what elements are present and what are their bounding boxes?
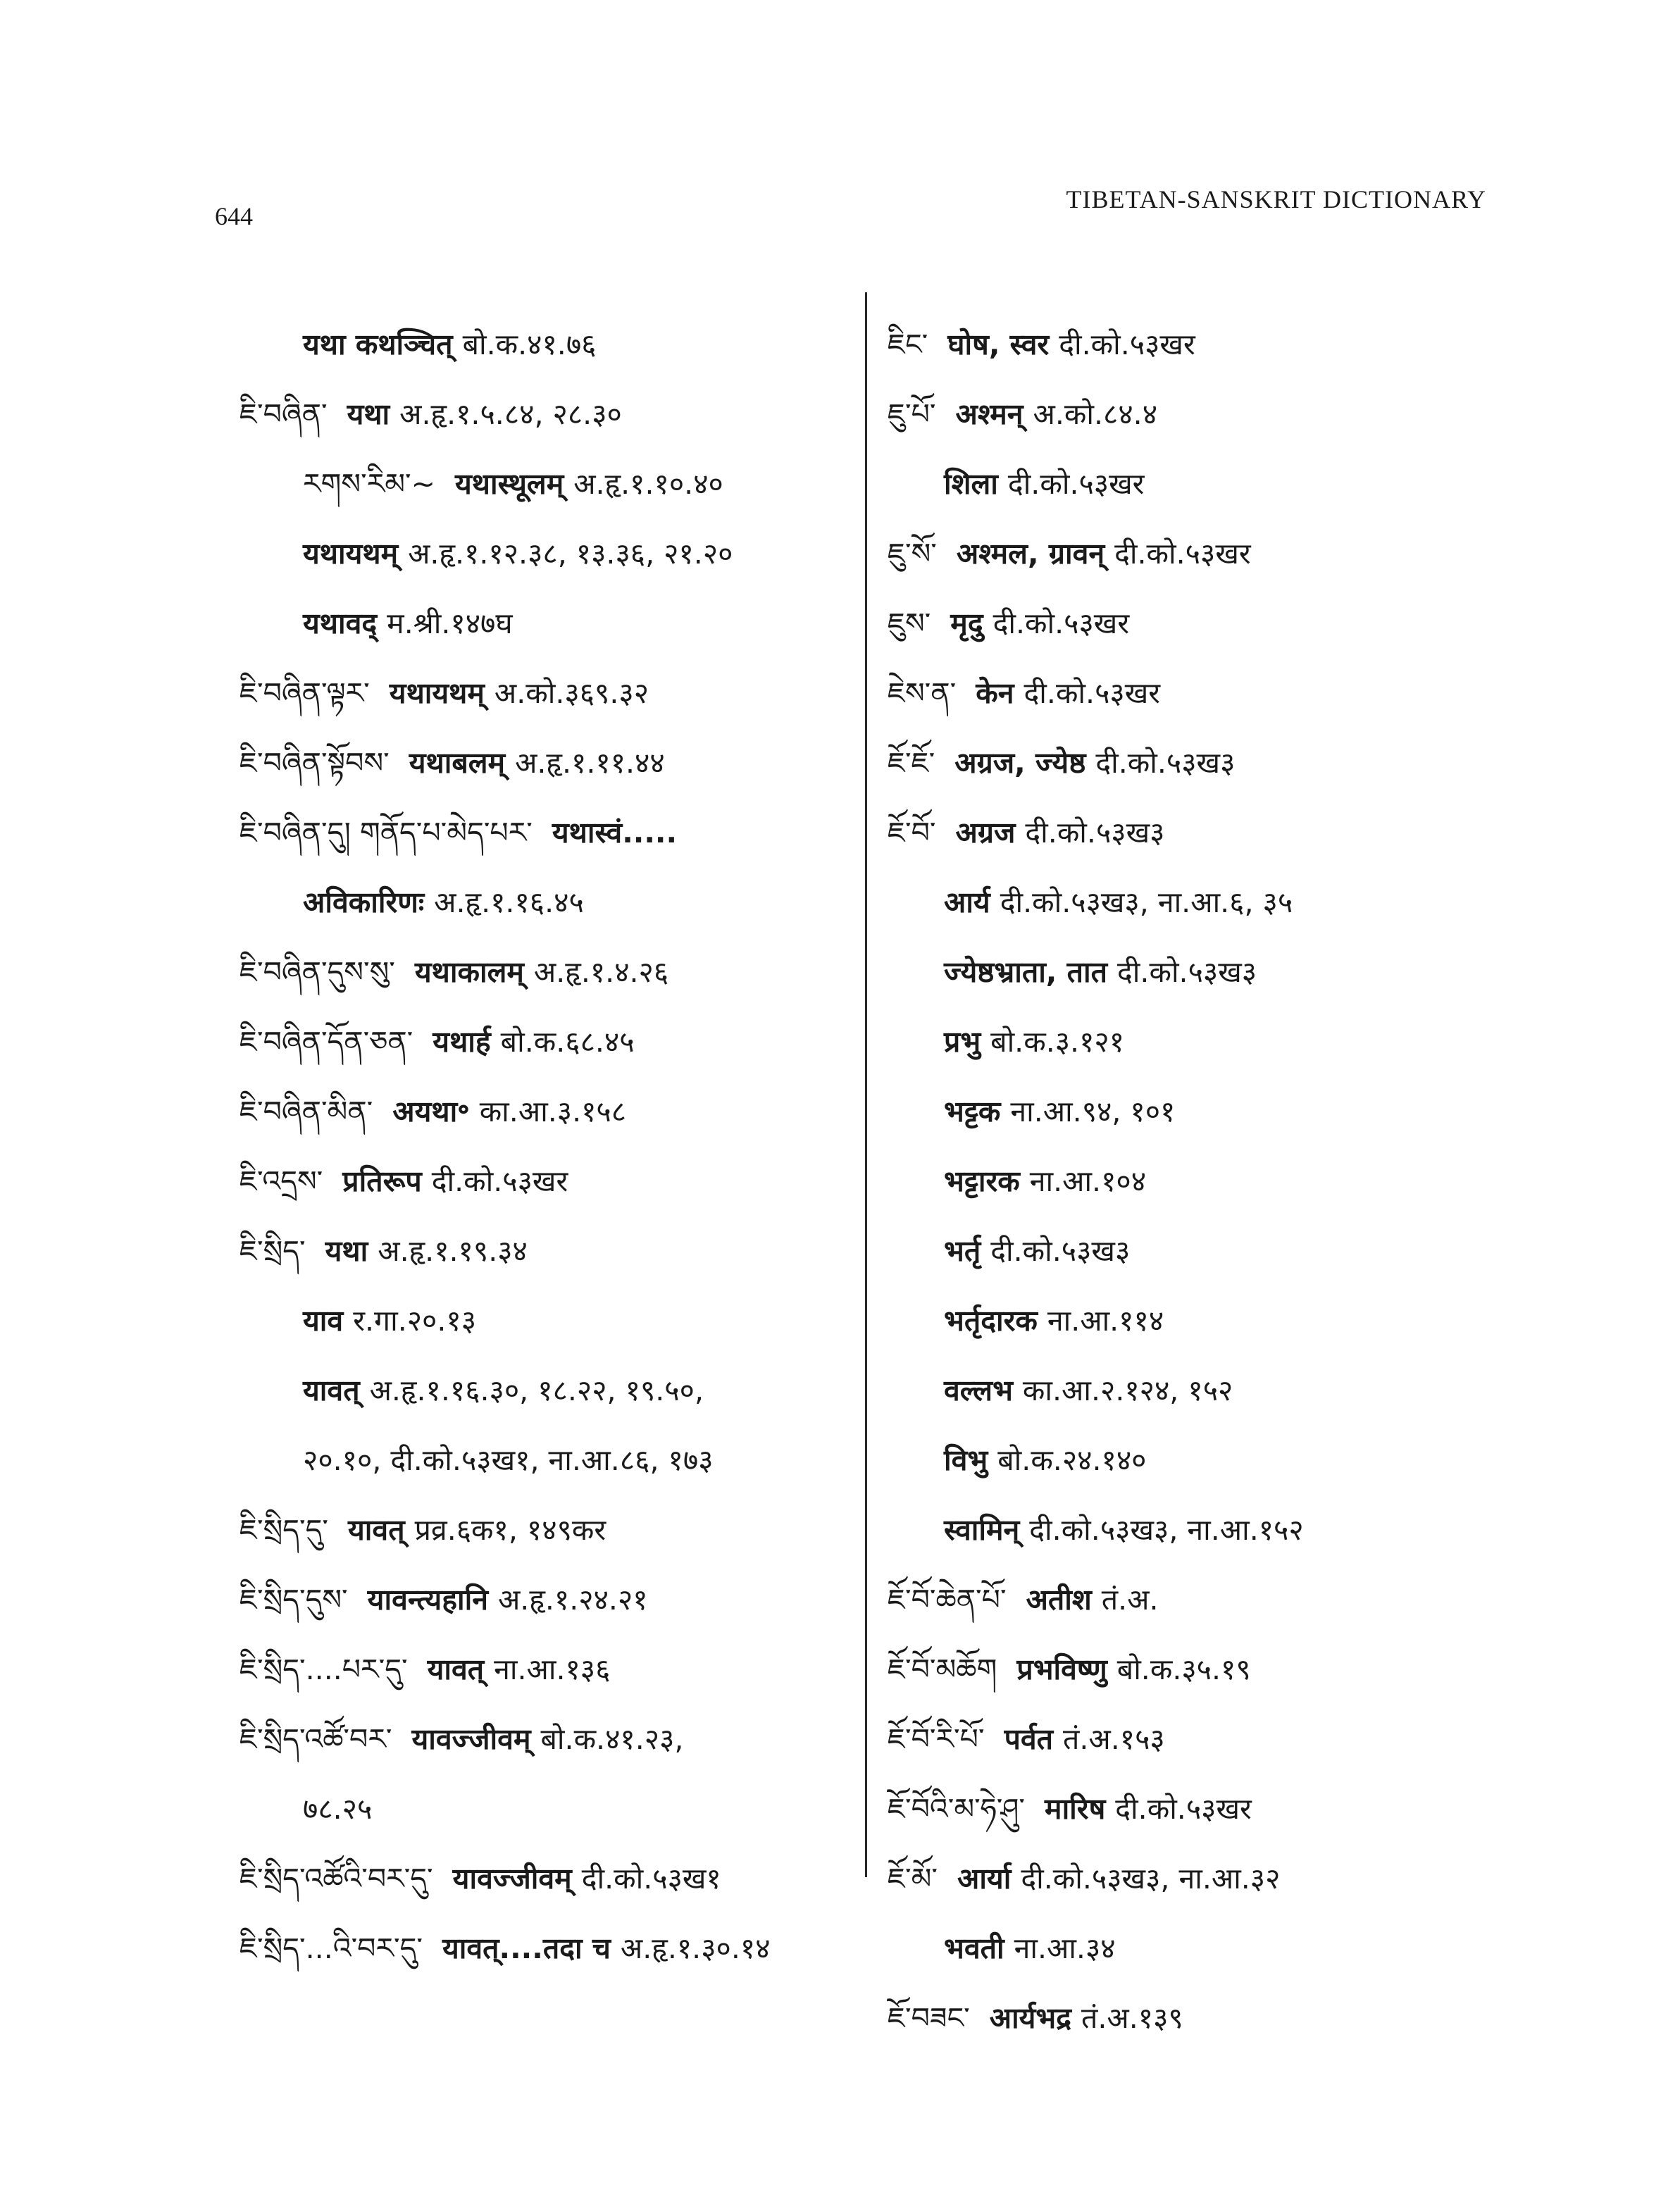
dictionary-entry xyxy=(239,1007,859,1077)
dictionary-entry xyxy=(239,1914,859,1984)
tibetan-headword: ཇོ་བོ་ xyxy=(888,816,936,849)
source-reference: प्रव्र.६क१, १४९कर xyxy=(414,1513,606,1547)
sanskrit-equivalent: शिला xyxy=(944,467,998,501)
dictionary-entry xyxy=(888,1077,1465,1147)
dictionary-entry xyxy=(239,728,859,798)
sanskrit-equivalent: ज्येष्ठभ्राता, तात xyxy=(944,955,1108,989)
source-reference: दी.को.५३ख३, ना.आ.३२ xyxy=(1021,1862,1281,1895)
column-divider xyxy=(865,292,867,1877)
source-reference: बो.क.४१.२३, xyxy=(540,1722,684,1756)
source-reference: अ.हृ.१.३०.१४ xyxy=(620,1931,771,1965)
sanskrit-equivalent: यावज्जीवम् xyxy=(411,1722,531,1756)
tibetan-headword: ཇེས་ན་ xyxy=(888,676,957,710)
dictionary-entry xyxy=(239,589,859,659)
source-reference: दी.को.५३खर xyxy=(1023,676,1161,710)
sanskrit-equivalent: पर्वत xyxy=(1004,1722,1054,1756)
sanskrit-equivalent: अग्रज xyxy=(955,816,1016,849)
source-reference: दी.को.५३ख३, ना.आ.१५२ xyxy=(1029,1513,1304,1547)
dictionary-entry xyxy=(888,728,1465,798)
source-reference: अ.हृ.१.४.२६ xyxy=(533,955,669,989)
dictionary-entry xyxy=(888,1705,1465,1774)
source-reference: अ.को.८४.४ xyxy=(1033,397,1158,431)
dictionary-entry xyxy=(239,798,859,868)
dictionary-entry xyxy=(888,798,1465,868)
source-reference: र.गा.२०.१३ xyxy=(353,1304,477,1338)
source-reference: दी.को.५३ख३ xyxy=(1095,746,1236,780)
source-reference: बो.क.४१.७६ xyxy=(462,328,597,361)
source-reference: अ.हृ.१.२४.२१ xyxy=(497,1583,648,1617)
dictionary-entry xyxy=(239,1077,859,1147)
dictionary-entry xyxy=(888,589,1465,659)
dictionary-entry xyxy=(239,1705,859,1774)
dictionary-entry xyxy=(888,938,1465,1007)
dictionary-entry xyxy=(888,1216,1465,1286)
dictionary-entry xyxy=(239,1844,859,1914)
sanskrit-equivalent: यथार्ह xyxy=(433,1025,491,1059)
tibetan-headword: ཇི་སྲིད་....པར་དུ་ xyxy=(239,1652,408,1686)
sanskrit-equivalent: यावत् xyxy=(427,1652,485,1686)
tibetan-headword: ཇིང་ xyxy=(888,328,928,361)
dictionary-entry xyxy=(239,1635,859,1705)
sanskrit-equivalent: यावत् xyxy=(303,1374,360,1407)
dictionary-entry xyxy=(239,938,859,1007)
dictionary-entry xyxy=(888,1147,1465,1216)
source-reference: बो.क.६८.४५ xyxy=(500,1025,635,1059)
source-reference: म.श्री.१४७घ xyxy=(387,606,513,640)
dictionary-entry xyxy=(888,1914,1465,1984)
page-number: 644 xyxy=(215,202,253,230)
dictionary-entry xyxy=(239,310,859,380)
tibetan-headword: ཇོ་བོ་ཆེན་པོ་ xyxy=(888,1583,1007,1617)
dictionary-entry xyxy=(239,1495,859,1565)
tibetan-headword: ཇི་བཞིན་དོན་ཅན་ xyxy=(239,1025,413,1059)
dictionary-entry xyxy=(239,1216,859,1286)
sanskrit-equivalent: यथा xyxy=(347,397,390,431)
tibetan-headword: ཇོ་བོའི་མ་ཧེ་ཤུ་ xyxy=(888,1792,1026,1826)
source-reference: का.आ.२.१२४, १५२ xyxy=(1022,1374,1233,1407)
tibetan-headword: ཇོ་བོ་རི་པོ་ xyxy=(888,1722,985,1756)
dictionary-entry xyxy=(888,519,1465,589)
tibetan-headword: ཇི་བཞིན་ xyxy=(239,397,328,431)
sanskrit-equivalent: आर्यभद्र xyxy=(989,2001,1072,2035)
tibetan-headword: ཇོ་བོ་མཆོག xyxy=(888,1652,997,1686)
tibetan-headword: ཇི་འདྲས་ xyxy=(239,1164,323,1198)
source-reference: अ.हृ.१.१९.३४ xyxy=(378,1234,528,1268)
dictionary-entry xyxy=(239,1147,859,1216)
tibetan-headword: ཇི་སྲིད་ xyxy=(239,1234,306,1268)
source-reference: बो.क.२४.१४० xyxy=(997,1443,1147,1477)
source-reference: का.आ.३.१५८ xyxy=(479,1095,627,1128)
sanskrit-equivalent: यथावद् xyxy=(303,606,378,640)
sanskrit-equivalent: अविकारिणः xyxy=(303,885,425,919)
sanskrit-equivalent: यथास्वं..... xyxy=(552,816,678,849)
dictionary-entry xyxy=(888,1426,1465,1495)
sanskrit-equivalent: यावन्त्यहानि xyxy=(367,1583,488,1617)
source-reference: तं.अ. xyxy=(1101,1583,1159,1617)
sanskrit-equivalent: भट्टारक xyxy=(944,1164,1020,1198)
dictionary-entry xyxy=(239,1356,859,1426)
sanskrit-equivalent: प्रभविष्णु xyxy=(1016,1652,1107,1686)
dictionary-entry xyxy=(888,1356,1465,1426)
source-reference: तं.अ.१३९ xyxy=(1081,2001,1183,2035)
source-reference: ना.आ.१०४ xyxy=(1029,1164,1147,1198)
sanskrit-equivalent: अयथा॰ xyxy=(392,1095,470,1128)
sanskrit-equivalent: प्रतिरूप xyxy=(342,1164,422,1198)
dictionary-entry xyxy=(239,1774,859,1844)
tibetan-headword: ཇུ་པོ་ xyxy=(888,397,936,431)
dictionary-entry xyxy=(239,1286,859,1356)
dictionary-entry xyxy=(239,1426,859,1495)
sanskrit-equivalent: अतीश xyxy=(1026,1583,1092,1617)
tibetan-headword: ཇི་བཞིན་དུས་སུ་ xyxy=(239,955,395,989)
sanskrit-equivalent: भर्तृ xyxy=(944,1234,981,1268)
tibetan-headword: ཇོ་མོ་ xyxy=(888,1862,938,1895)
source-reference: अ.हृ.१.११.४४ xyxy=(515,746,665,780)
tibetan-headword: ཇི་སྲིད་དུས་ xyxy=(239,1583,348,1617)
source-reference: अ.हृ.१.१६.३०, १८.२२, १९.५०, xyxy=(369,1374,704,1407)
sanskrit-equivalent: यथाकालम् xyxy=(414,955,524,989)
source-reference: अ.हृ.१.१६.४५ xyxy=(434,885,584,919)
dictionary-entry xyxy=(888,1774,1465,1844)
tibetan-headword: ཇི་སྲིད་...འི་བར་དུ་ xyxy=(239,1931,423,1965)
source-reference: अ.हृ.१.५.८४, २८.३० xyxy=(399,397,622,431)
dictionary-entry xyxy=(239,519,859,589)
sanskrit-equivalent: यथायथम् xyxy=(389,676,485,710)
sanskrit-equivalent: यथास्थूलम् xyxy=(454,467,564,501)
source-reference: ना.आ.३४ xyxy=(1014,1931,1116,1965)
sanskrit-equivalent: यथायथम् xyxy=(303,537,399,571)
sanskrit-equivalent: यथा xyxy=(325,1234,368,1268)
sanskrit-equivalent: प्रभु xyxy=(944,1025,981,1059)
tibetan-headword: ཇི་བཞིན་སྟོབས་ xyxy=(239,746,390,780)
sanskrit-equivalent: अग्रज, ज्येष्ठ xyxy=(954,746,1086,780)
tibetan-headword: ཇོ་ཇོ་ xyxy=(888,746,935,780)
source-reference: बो.क.३५.१९ xyxy=(1116,1652,1251,1686)
source-reference: ७८.२५ xyxy=(303,1792,373,1826)
dictionary-entry xyxy=(888,1286,1465,1356)
sanskrit-equivalent: अश्मल, ग्रावन् xyxy=(956,537,1105,571)
sanskrit-equivalent: यावत् xyxy=(348,1513,405,1547)
source-reference: दी.को.५३ख३ xyxy=(1025,816,1165,849)
source-reference: ना.आ.११४ xyxy=(1047,1304,1164,1338)
dictionary-entry xyxy=(888,868,1465,938)
dictionary-entry xyxy=(239,868,859,938)
tibetan-headword: ཇུ་སོ་ xyxy=(888,537,937,571)
sanskrit-equivalent: भट्टक xyxy=(944,1095,1001,1128)
sanskrit-equivalent: यथा कथञ्चित् xyxy=(303,328,453,361)
running-header: TIBETAN-SANSKRIT DICTIONARY xyxy=(1066,185,1486,213)
sanskrit-equivalent: याव xyxy=(303,1304,344,1338)
source-reference: दी.को.५३ख३ xyxy=(990,1234,1131,1268)
source-reference: २०.१०, दी.को.५३ख१, ना.आ.८६, १७३ xyxy=(303,1443,714,1477)
source-reference: दी.को.५३खर xyxy=(1007,467,1145,501)
sanskrit-equivalent: अश्मन् xyxy=(955,397,1023,431)
sanskrit-equivalent: मृदु xyxy=(950,606,983,640)
dictionary-entry xyxy=(888,1565,1465,1635)
source-reference: दी.को.५३खर xyxy=(1059,328,1195,361)
left-column xyxy=(239,310,859,1984)
sanskrit-equivalent: आर्या xyxy=(957,1862,1012,1895)
dictionary-entry xyxy=(239,659,859,728)
source-reference: ना.आ.१३६ xyxy=(494,1652,611,1686)
dictionary-entry xyxy=(888,1984,1465,2053)
dictionary-entry xyxy=(239,380,859,449)
tibetan-headword: ཇི་བཞིན་མིན་ xyxy=(239,1095,373,1128)
source-reference: तं.अ.१५३ xyxy=(1063,1722,1165,1756)
source-reference: दी.को.५३खर xyxy=(431,1164,568,1198)
dictionary-entry xyxy=(888,310,1465,380)
source-reference: दी.को.५३खर xyxy=(1114,537,1251,571)
tibetan-headword: ཇི་སྲིད་དུ་ xyxy=(239,1513,328,1547)
sanskrit-equivalent: आर्य xyxy=(944,885,990,919)
sanskrit-equivalent: घोष, स्वर xyxy=(947,328,1050,361)
source-reference: दी.को.५३खर xyxy=(993,606,1130,640)
tibetan-headword: རགས་རིམ་~ xyxy=(303,467,435,501)
tibetan-headword: ཇུས་ xyxy=(888,606,931,640)
sanskrit-equivalent: भवती xyxy=(944,1931,1004,1965)
right-column xyxy=(888,310,1465,2053)
source-reference: अ.हृ.१.१२.३८, १३.३६, २१.२० xyxy=(408,537,733,571)
dictionary-entry xyxy=(888,449,1465,519)
dictionary-entry xyxy=(239,449,859,519)
sanskrit-equivalent: मारिष xyxy=(1045,1792,1106,1826)
dictionary-entry xyxy=(888,659,1465,728)
source-reference: अ.हृ.१.१०.४० xyxy=(573,467,723,501)
source-reference: ना.आ.९४, १०१ xyxy=(1010,1095,1176,1128)
sanskrit-equivalent: यावत्....तदा च xyxy=(442,1931,611,1965)
sanskrit-equivalent: स्वामिन् xyxy=(944,1513,1020,1547)
source-reference: दी.को.५३खर xyxy=(1115,1792,1252,1826)
tibetan-headword: ཇོ་བཟང་ xyxy=(888,2001,970,2035)
dictionary-entry xyxy=(888,1007,1465,1077)
dictionary-entry xyxy=(888,1635,1465,1705)
tibetan-headword: ཇི་བཞིན་དུ། གནོད་པ་མེད་པར་ xyxy=(239,816,533,849)
tibetan-headword: ཇི་སྲིད་འཚོའི་བར་དུ་ xyxy=(239,1862,433,1895)
sanskrit-equivalent: केन xyxy=(976,676,1014,710)
sanskrit-equivalent: वल्लभ xyxy=(944,1374,1013,1407)
source-reference: बो.क.३.१२१ xyxy=(990,1025,1125,1059)
source-reference: दी.को.५३ख१ xyxy=(581,1862,721,1895)
source-reference: दी.को.५३ख३ xyxy=(1117,955,1257,989)
sanskrit-equivalent: भर्तृदारक xyxy=(944,1304,1038,1338)
dictionary-entry xyxy=(888,1495,1465,1565)
dictionary-entry xyxy=(888,380,1465,449)
dictionary-entry xyxy=(888,1844,1465,1914)
tibetan-headword: ཇི་སྲིད་འཚོ་བར་ xyxy=(239,1722,392,1756)
sanskrit-equivalent: यावज्जीवम् xyxy=(452,1862,572,1895)
sanskrit-equivalent: यथाबलम् xyxy=(409,746,506,780)
sanskrit-equivalent: विभु xyxy=(944,1443,988,1477)
source-reference: अ.को.३६९.३२ xyxy=(494,676,649,710)
tibetan-headword: ཇི་བཞིན་ལྟར་ xyxy=(239,676,370,710)
dictionary-entry xyxy=(239,1565,859,1635)
source-reference: दी.को.५३ख३, ना.आ.६, ३५ xyxy=(1000,885,1293,919)
